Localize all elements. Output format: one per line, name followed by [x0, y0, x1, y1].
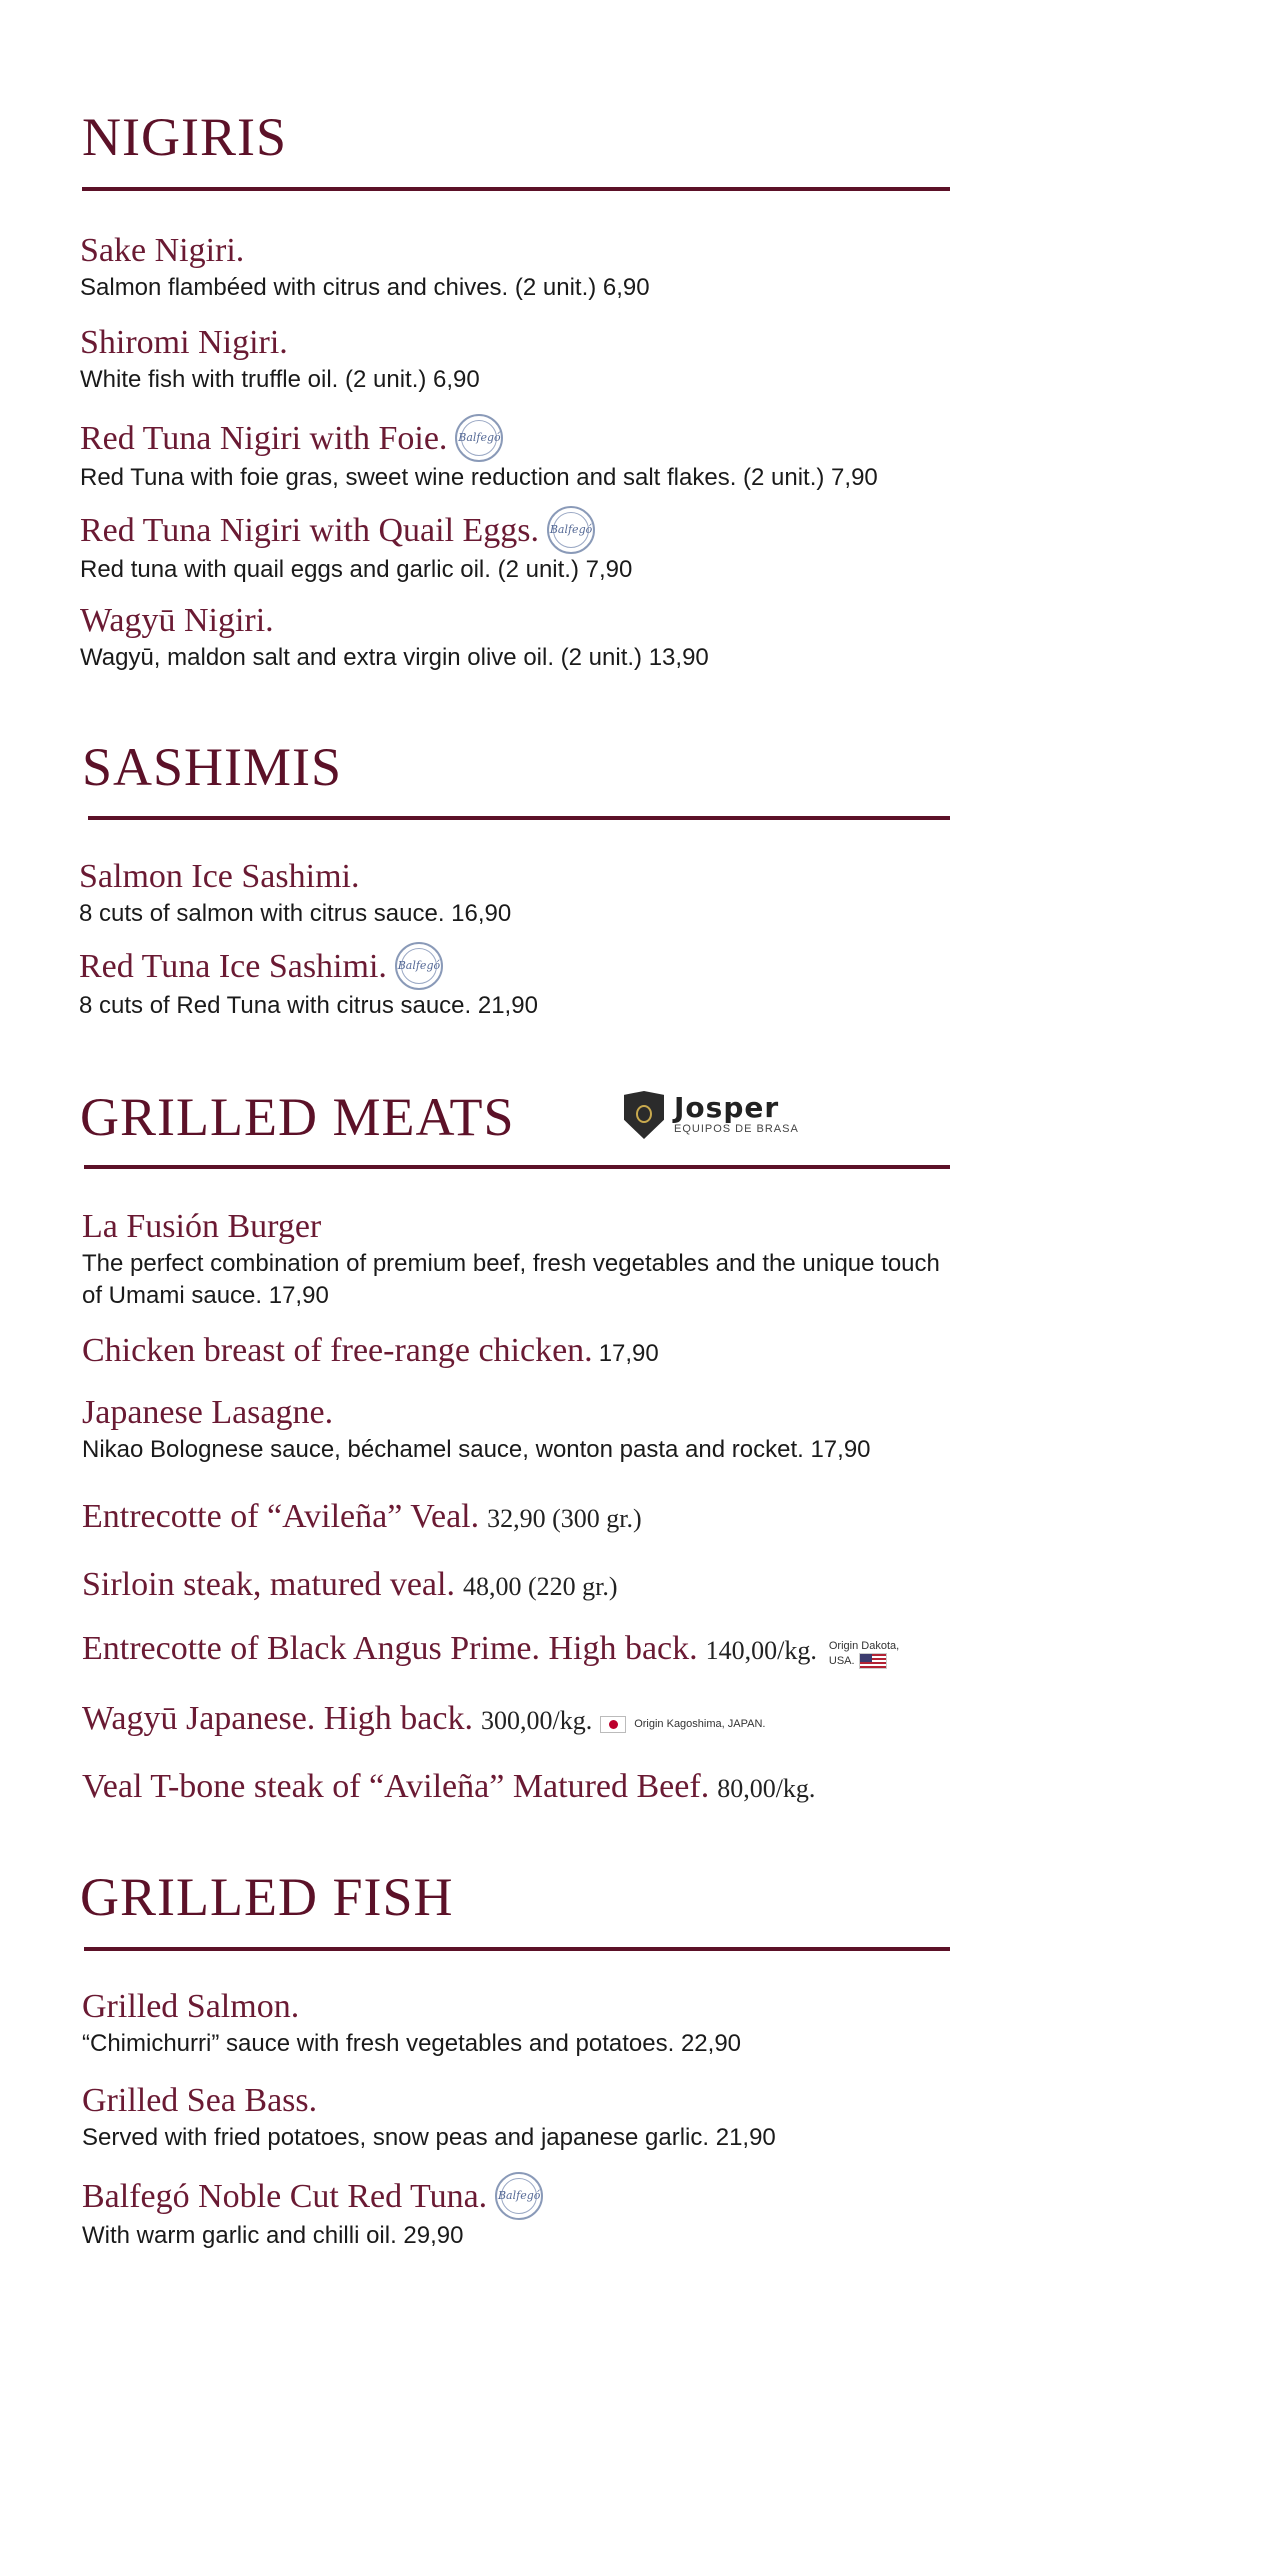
section-divider	[84, 1947, 950, 1951]
item-description: The perfect combination of premium beef, fresh vegetables and the unique touch of Umami sauce. 17,90	[82, 1250, 940, 1309]
menu-item	[82, 1698, 1042, 1740]
item-name: Wagyū Nigiri.	[80, 602, 274, 639]
us-flag-icon	[859, 1653, 887, 1669]
menu-item	[82, 1766, 1042, 1808]
item-description: With warm garlic and chilli oil. 29,90	[82, 2221, 464, 2249]
item-description: 8 cuts of Red Tuna with citrus sauce. 21,90	[79, 991, 538, 1019]
item-description: Red Tuna with foie gras, sweet wine reduction and salt flakes. (2 unit.) 7,90	[80, 463, 878, 491]
item-name: Shiromi Nigiri.	[80, 324, 288, 361]
item-name: Red Tuna Ice Sashimi.	[79, 948, 387, 985]
section-divider	[82, 187, 950, 191]
item-price: 140,00/kg.	[705, 1636, 817, 1665]
balfego-seal-icon: Balfegó	[395, 942, 443, 990]
section-divider	[88, 816, 950, 820]
item-price: 300,00/kg.	[480, 1706, 593, 1735]
menu-item	[82, 1392, 982, 1466]
menu-item	[82, 2176, 982, 2252]
item-description: Wagyū, maldon salt and extra virgin olive oil. (2 unit.) 13,90	[80, 644, 709, 671]
menu-item	[79, 856, 979, 930]
menu-item	[80, 230, 980, 304]
section-title-nigiris: NIGIRIS	[82, 107, 287, 167]
item-name: Entrecotte of Black Angus Prime. High back.	[82, 1630, 698, 1667]
item-name: Sake Nigiri.	[80, 232, 245, 269]
josper-logo	[624, 1091, 799, 1139]
menu-item	[82, 1986, 982, 2060]
menu-item	[80, 418, 980, 494]
menu-item	[82, 1564, 982, 1606]
item-name: Sirloin steak, matured veal.	[82, 1566, 455, 1603]
item-description: Served with fried potatoes, snow peas and japanese garlic. 21,90	[82, 2124, 776, 2151]
section-title-grilled-fish: GRILLED FISH	[80, 1867, 454, 1927]
origin-note: Origin Kagoshima, JAPAN.	[634, 1718, 766, 1731]
item-description: Red tuna with quail eggs and garlic oil. (2 unit.) 7,90	[80, 555, 633, 583]
item-name: Grilled Salmon.	[82, 1988, 300, 2025]
balfego-seal-icon: Balfegó	[455, 414, 503, 462]
item-price: 32,90 (300 gr.)	[487, 1504, 642, 1533]
item-name: Chicken breast of free-range chicken.	[82, 1332, 593, 1369]
menu-item	[80, 510, 980, 586]
item-name: Veal T-bone steak of “Avileña” Matured Beef.	[82, 1768, 710, 1805]
item-name: La Fusión Burger	[82, 1208, 322, 1245]
balfego-seal-icon: Balfegó	[495, 2172, 543, 2220]
menu-item	[80, 322, 980, 396]
item-name: Japanese Lasagne.	[82, 1394, 334, 1431]
menu-item	[79, 946, 979, 1022]
japan-flag-icon	[600, 1716, 626, 1733]
item-name: Grilled Sea Bass.	[82, 2082, 318, 2119]
item-name: Wagyū Japanese. High back.	[82, 1700, 473, 1737]
section-title-sashimis: SASHIMIS	[82, 737, 343, 797]
item-description: “Chimichurri” sauce with fresh vegetables and potatoes. 22,90	[82, 2030, 742, 2057]
menu-item	[82, 1330, 982, 1372]
item-name: Salmon Ice Sashimi.	[79, 858, 360, 895]
section-divider	[84, 1165, 950, 1169]
menu-item	[82, 1206, 962, 1312]
menu-item	[80, 600, 980, 674]
item-name: Red Tuna Nigiri with Quail Eggs.	[80, 512, 540, 549]
item-name: Entrecotte of “Avileña” Veal.	[82, 1498, 480, 1535]
item-name: Red Tuna Nigiri with Foie.	[80, 420, 448, 457]
item-price: 80,00/kg.	[717, 1774, 816, 1803]
item-description: Salmon flambéed with citrus and chives. (2 unit.) 6,90	[80, 274, 650, 301]
menu-item	[82, 2080, 982, 2154]
item-description: 8 cuts of salmon with citrus sauce. 16,90	[79, 900, 512, 927]
item-name: Balfegó Noble Cut Red Tuna.	[82, 2178, 488, 2215]
menu-item	[82, 1628, 1042, 1670]
item-price: 48,00 (220 gr.)	[462, 1572, 618, 1601]
origin-note: Origin Dakota, USA.	[829, 1640, 899, 1669]
logo-name: Josper	[674, 1091, 780, 1124]
josper-shield-icon	[624, 1091, 664, 1139]
logo-subtitle: EQUIPOS DE BRASA	[674, 1123, 799, 1135]
item-price: 17,90	[598, 1340, 659, 1367]
section-title-grilled-meats: GRILLED MEATS	[80, 1087, 515, 1147]
item-description: White fish with truffle oil. (2 unit.) 6,90	[80, 366, 480, 393]
item-description: Nikao Bolognese sauce, béchamel sauce, wonton pasta and rocket. 17,90	[82, 1436, 871, 1463]
menu-item	[82, 1496, 982, 1538]
balfego-seal-icon: Balfegó	[547, 506, 595, 554]
